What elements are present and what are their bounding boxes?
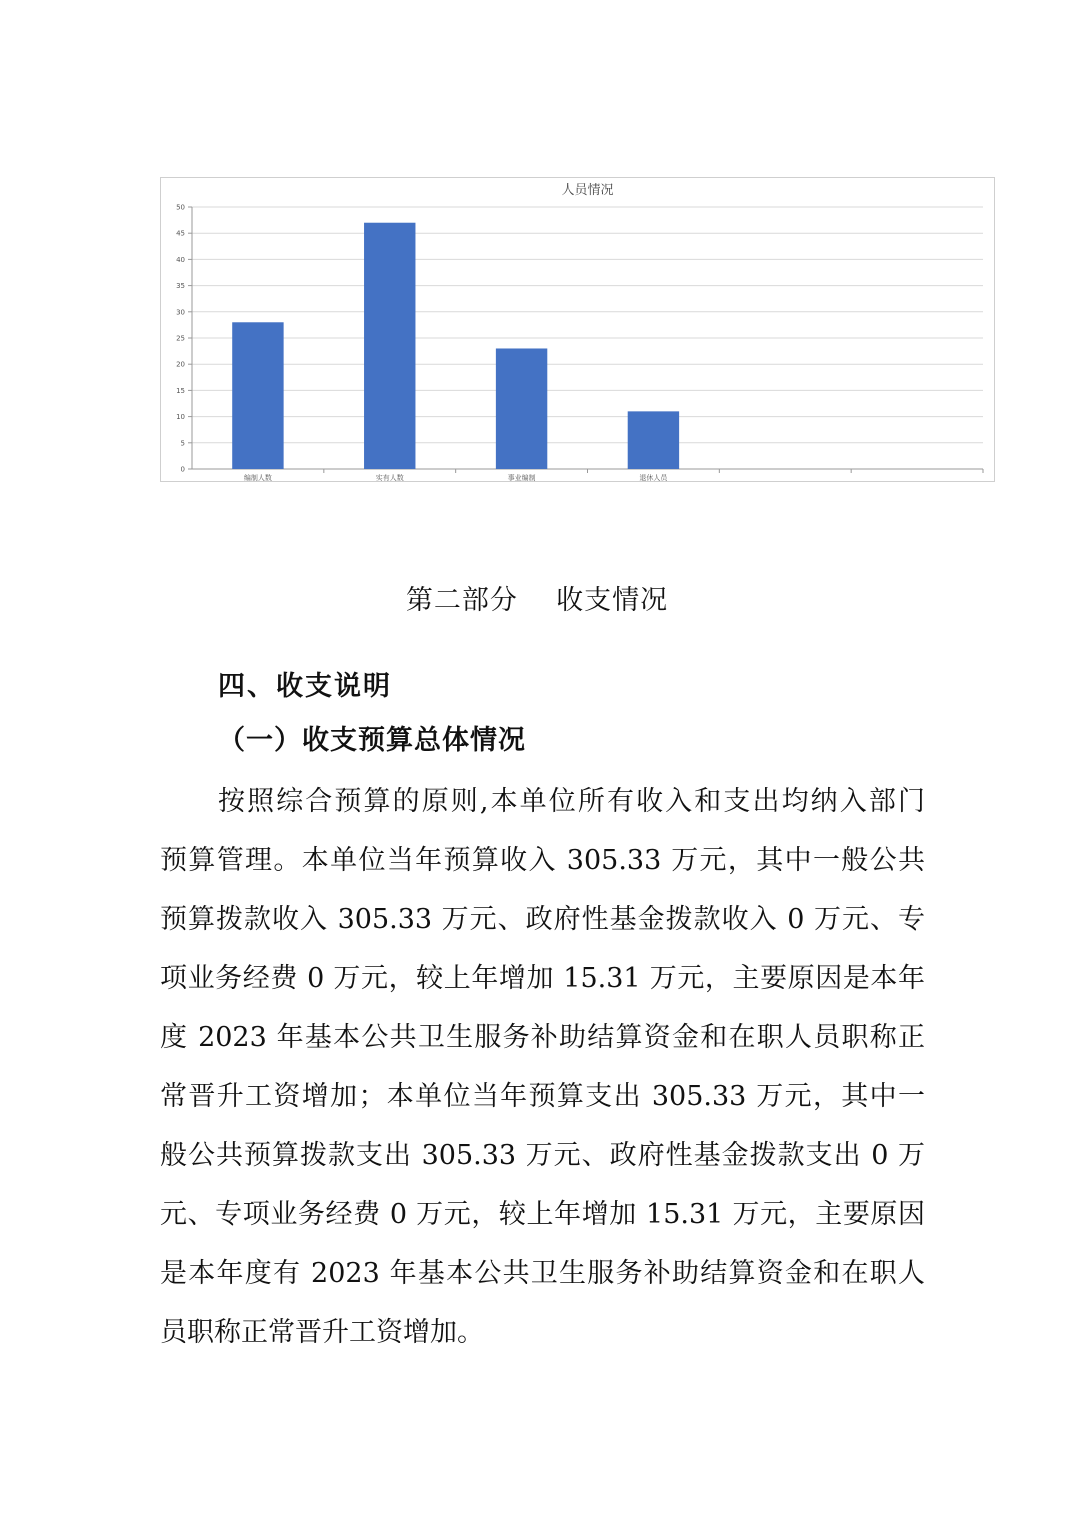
x-tick-label: 事业编制: [507, 474, 536, 481]
y-tick-label: 25: [176, 334, 185, 343]
x-tick-label: 实有人数: [375, 474, 404, 481]
y-tick-label: 5: [180, 439, 185, 448]
paragraph-line: 项业务经费 0 万元，较上年增加 15.31 万元，主要原因是本年: [160, 963, 925, 994]
paragraph-line: 常晋升工资增加；本单位当年预算支出 305.33 万元，其中一: [160, 1081, 925, 1112]
bar-2: [364, 223, 415, 469]
y-tick-label: 30: [176, 308, 185, 317]
paragraph-line: 元、专项业务经费 0 万元，较上年增加 15.31 万元，主要原因: [160, 1199, 925, 1230]
x-tick-label: 编制人数: [243, 474, 272, 481]
paragraph-line: 预算拨款收入 305.33 万元、政府性基金拨款收入 0 万元、专: [160, 904, 925, 935]
paragraph-line: 是本年度有 2023 年基本公共卫生服务补助结算资金和在职人: [160, 1258, 925, 1289]
y-tick-label: 50: [176, 203, 185, 212]
y-tick-label: 20: [176, 360, 185, 369]
paragraph-line: 预算管理。本单位当年预算收入 305.33 万元，其中一般公共: [160, 845, 925, 876]
heading-budget-overview: （一）收支预算总体情况: [218, 725, 526, 756]
heading-income-expense-description: 四、收支说明: [218, 671, 392, 702]
chart-canvas: [161, 178, 994, 481]
y-tick-label: 45: [176, 229, 185, 238]
chart-title: 人员情况: [561, 183, 614, 198]
x-tick-label: 退休人员: [639, 474, 668, 481]
personnel-bar-chart: [160, 177, 995, 482]
y-tick-label: 40: [176, 255, 185, 264]
bar-4: [628, 411, 679, 469]
bar-1: [232, 322, 283, 469]
section-title: 第二部分 收支情况: [405, 585, 669, 616]
paragraph-line: 员职称正常晋升工资增加。: [160, 1317, 484, 1348]
y-tick-label: 10: [176, 413, 185, 422]
y-tick-label: 35: [176, 282, 185, 291]
paragraph-line: 按照综合预算的原则,本单位所有收入和支出均纳入部门: [218, 786, 925, 817]
paragraph-line: 般公共预算拨款支出 305.33 万元、政府性基金拨款支出 0 万: [160, 1140, 925, 1171]
y-tick-label: 15: [176, 386, 185, 395]
bar-3: [496, 348, 547, 469]
paragraph-line: 度 2023 年基本公共卫生服务补助结算资金和在职人员职称正: [160, 1022, 925, 1053]
y-tick-label: 0: [180, 465, 185, 474]
